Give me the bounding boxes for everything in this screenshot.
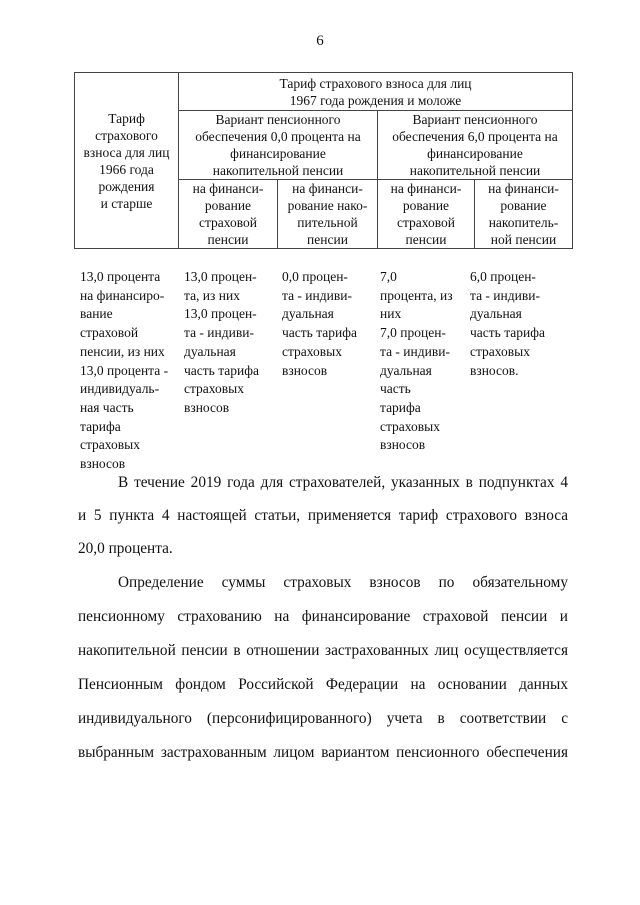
header-variant-6: Вариант пенсионного обеспечения 6,0 процента на финансирование накопительной пенсии xyxy=(378,111,573,180)
text-line: накопительной пенсии в отношении застрахованных лиц осуществляется xyxy=(78,642,568,659)
subheader: на финанси- рование страховой пенсии xyxy=(378,180,475,249)
value-cell: 6,0 процен- та - индиви- дуальная часть тарифа страховых взносов. xyxy=(470,269,545,378)
text-line: 20,0 процента. xyxy=(78,540,173,557)
value-cell: 13,0 процен- та, из них 13,0 процен- та - индиви- дуальная часть тарифа страховых взносов xyxy=(184,269,259,415)
subheader: на финанси- рование накопитель- ной пенсии xyxy=(475,180,573,249)
text-line: Определение суммы страховых взносов по обязательному xyxy=(118,574,568,591)
value-cell: 13,0 процента на финансиро- вание страховой пенсии, из них 13,0 процента - индивидуаль- ная часть тарифа страховых взносов xyxy=(80,269,169,472)
header-younger-cohort: Тариф страхового взноса для лиц 1967 года рождения и моложе xyxy=(179,73,573,111)
value-cell: 7,0 процента, из них 7,0 процен- та - индиви- дуальная часть тарифа страховых взносов xyxy=(380,269,453,453)
value-cell: 0,0 процен- та - индиви- дуальная часть тарифа страховых взносов xyxy=(282,269,357,378)
subheader: на финанси- рование страховой пенсии xyxy=(179,180,278,249)
tariff-table-header xyxy=(74,72,573,249)
text-line: выбранным застрахованным лицом вариантом пенсионного обеспечения xyxy=(78,744,568,761)
subheader: на финанси- рование нако- пительной пенсии xyxy=(278,180,378,249)
text-line: В течение 2019 года для страхователей, указанных в подпунктах 4 xyxy=(118,474,568,491)
text-line: индивидуального (персонифицированного) учета в соответствии с xyxy=(78,710,568,727)
header-older-cohort: Тариф страхового взноса для лиц 1966 года рождения и старше xyxy=(75,73,179,249)
text-line: Пенсионным фондом Российской Федерации на основании данных xyxy=(78,676,568,693)
header-variant-0: Вариант пенсионного обеспечения 0,0 процента на финансирование накопительной пенсии xyxy=(179,111,378,180)
page-number: 6 xyxy=(316,33,324,49)
text-line: пенсионному страхованию на финансирование страховой пенсии и xyxy=(78,608,568,625)
text-line: и 5 пункта 4 настоящей статьи, применяется тариф страхового взноса xyxy=(78,507,568,524)
